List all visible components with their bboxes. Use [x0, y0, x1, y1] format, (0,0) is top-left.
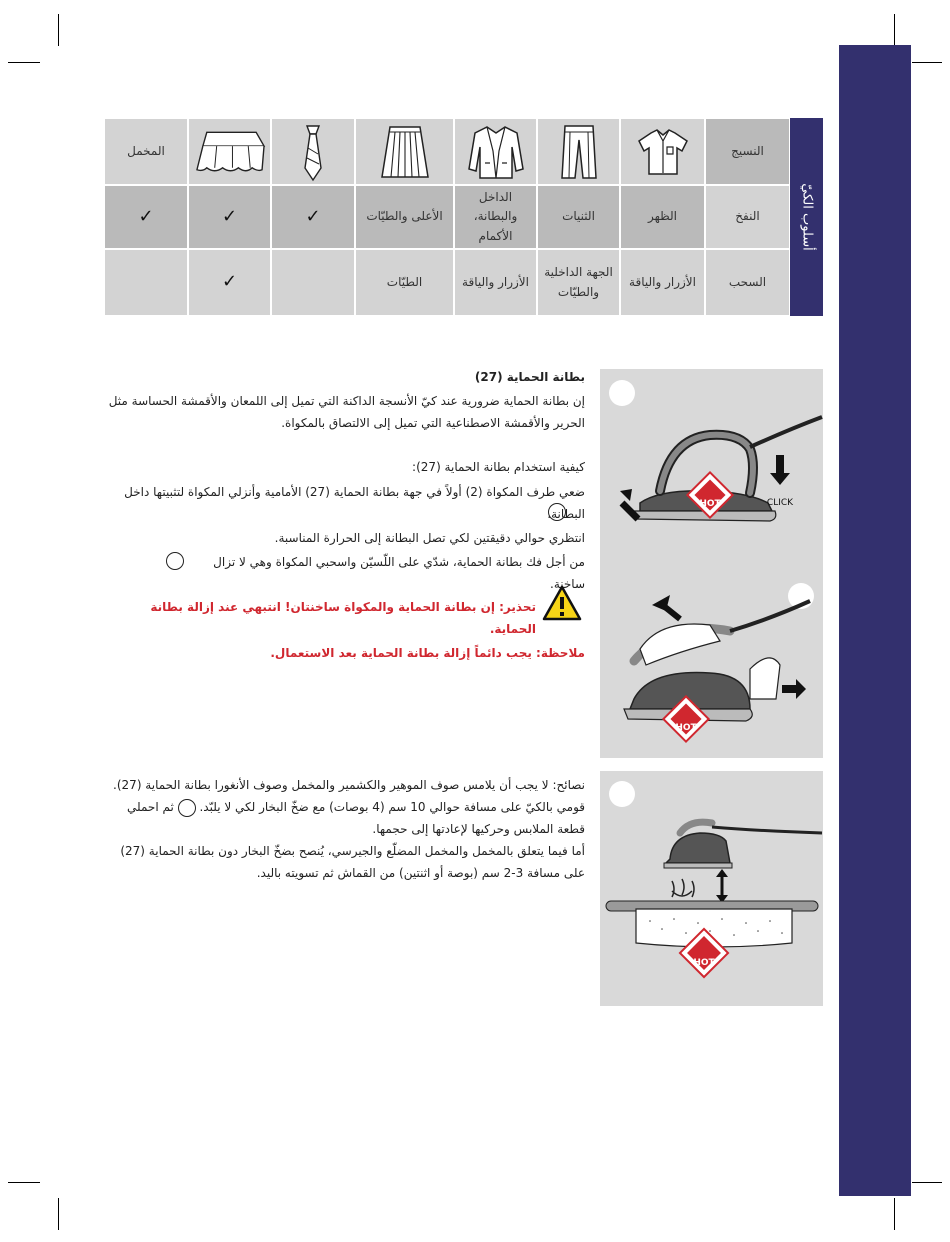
step-marker-circle — [166, 552, 184, 570]
check-cell: ✓ — [271, 185, 355, 249]
hot-label: HOT — [699, 499, 721, 509]
hot-label: HOT — [693, 958, 715, 968]
table-cell — [104, 249, 188, 316]
table-cell: الأعلى والطيّات — [355, 185, 454, 249]
crop-mark — [8, 62, 40, 63]
how-to-title: كيفية استخدام بطانة الحماية (27): — [412, 460, 585, 474]
table-cell: الأزرار والياقة — [454, 249, 537, 316]
row-label-pull: السحب — [705, 249, 790, 316]
table-cell: الظهر — [620, 185, 705, 249]
header-cell-velvet: المخمل — [104, 118, 188, 185]
check-cell: ✓ — [188, 249, 271, 316]
header-cell-shirt — [620, 118, 705, 185]
table-cell: الجهة الداخلية والطيّات — [537, 249, 620, 316]
table-cell: الداخل والبطانة، الأكمام — [454, 185, 537, 249]
jacket-icon — [467, 123, 525, 181]
table-cell — [271, 249, 355, 316]
ironing-table — [104, 118, 823, 316]
chapter-sidebar — [839, 45, 911, 1196]
section-title: بطانة الحماية (27) — [474, 370, 585, 384]
row-label-steam: النفخ — [705, 185, 790, 249]
iron-illustration — [600, 369, 823, 758]
shirt-icon — [637, 127, 689, 177]
crop-mark — [8, 1182, 40, 1183]
intro-paragraph: إن بطانة الحماية ضرورية عند كيّ الأنسجة الداكنة التي تميل إلى اللمعان والأقمشة الحساسة مثل الحرير والأقمشة الاصطناعية التي تميل إلى الالتصاق بالمكواة. — [108, 394, 585, 430]
crop-mark — [894, 14, 895, 46]
trousers-icon — [559, 124, 599, 180]
figure-panel-2 — [600, 771, 823, 1006]
table-side-title: أسلوب الكيّ — [790, 118, 823, 316]
crop-mark — [912, 62, 942, 63]
skirt-icon — [378, 123, 432, 181]
note-text: ملاحظة: يجب دائماً إزالة بطانة الحماية بعد الاستعمال. — [270, 646, 585, 660]
crop-mark — [58, 14, 59, 46]
tie-icon — [298, 122, 328, 182]
step-1: ضعي طرف المكواة (2) أولاً في جهة بطانة الحماية (27) الأمامية وأنزلي المكواة لتثبيتها داخل البطانة. — [124, 485, 585, 521]
header-cell-fabric: النسيج — [705, 118, 790, 185]
figure-panel-1 — [600, 369, 823, 758]
step-marker-circle — [548, 503, 566, 521]
step-marker-circle — [178, 799, 196, 817]
step-2: انتظري حوالي دقيقتين لكي تصل البطانة إلى الحرارة المناسبة. — [274, 531, 585, 545]
table-cell: الطيّات — [355, 249, 454, 316]
crop-mark — [58, 1198, 59, 1230]
warning-text: تحذير: إن بطانة الحماية والمكواة ساخنتان! انتبهي عند إزالة بطانة الحماية. — [150, 600, 536, 636]
steam-illustration — [600, 771, 823, 1006]
check-cell: ✓ — [188, 185, 271, 249]
crop-mark — [912, 1182, 942, 1183]
tips-text-b: ثم احملي قطعة الملابس وحركيها لإعادتها إلى حجمها. — [127, 800, 585, 836]
tablecloth-icon — [193, 128, 266, 176]
header-cell-skirt — [355, 118, 454, 185]
hot-label: HOT — [675, 723, 697, 733]
header-cell-jacket — [454, 118, 537, 185]
header-cell-tie — [271, 118, 355, 185]
warning-icon — [542, 585, 582, 621]
click-label: CLICK — [766, 498, 794, 508]
header-cell-tablecloth — [188, 118, 271, 185]
check-cell: ✓ — [104, 185, 188, 249]
tips-paragraph-1 — [103, 774, 585, 840]
tips-text-a: نصائح: لا يجب أن يلامس صوف الموهير والكشمير والمخمل وصوف الأنغورا بطانة الحماية (27). قومي بالكيّ على مسافة حوالي 10 سم (4 بوصات) مع ضخّ البخار لكي لا يلبّد. — [113, 778, 585, 814]
header-cell-trousers — [537, 118, 620, 185]
table-cell: الثنيات — [537, 185, 620, 249]
table-cell: الأزرار والياقة — [620, 249, 705, 316]
step-3: من أجل فك بطانة الحماية، شدّي على اللّسيّن واسحبي المكواة وهي لا تزال ساخنة. — [213, 555, 585, 591]
tips-paragraph-2: أما فيما يتعلق بالمخمل والمخمل المضلّع والجيرسي، يُنصح بضخّ البخار دون بطانة الحماية (27) على مسافة 3-2 سم (بوصة أو اثنتين) من القماش ثم تسويته باليد. — [120, 844, 585, 880]
crop-mark — [894, 1198, 895, 1230]
